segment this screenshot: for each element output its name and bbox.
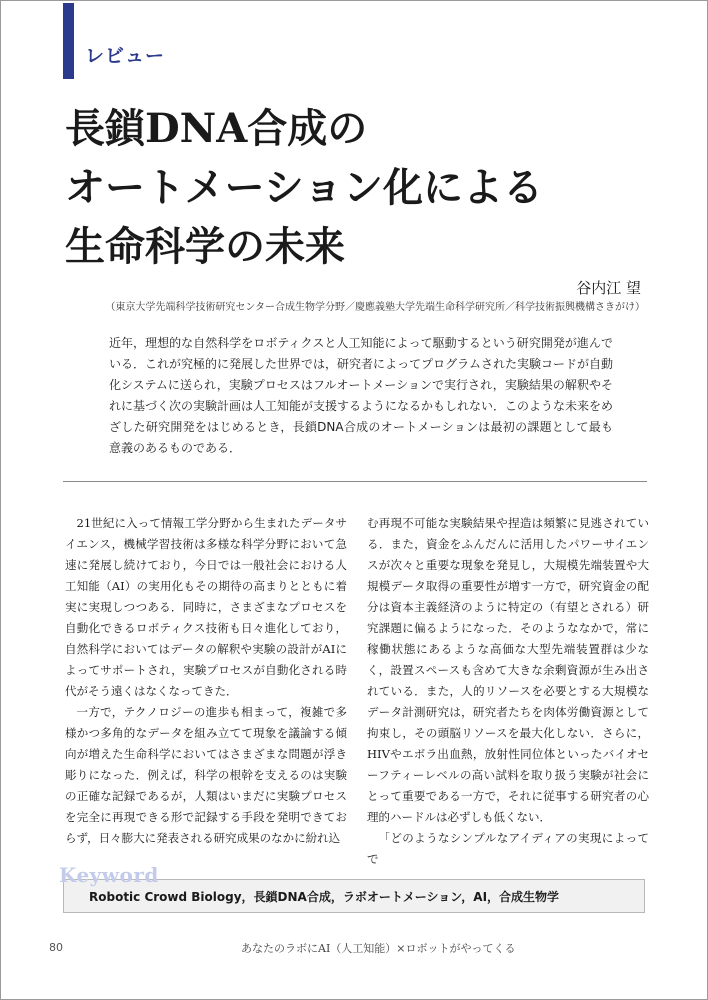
title-line: 生命科学の未来 <box>65 223 345 270</box>
keyword-label: Keyword <box>59 863 159 887</box>
body-column-left <box>65 513 347 843</box>
section-accent-bar <box>63 3 74 79</box>
body-paragraph: 「どのようなシンプルなアイディアの実現によってで <box>367 831 649 866</box>
body-column-right <box>367 513 649 866</box>
author-name: 谷内江 望 <box>576 279 641 297</box>
section-label: レビュー <box>85 45 166 67</box>
abstract-divider <box>63 481 647 482</box>
author-affiliation: （東京大学先端科学技術研究センター合成生物学分野／慶應義塾大学先端生命科学研究所／科学技術振興機構さきがけ） <box>105 302 645 313</box>
keyword-list: Robotic Crowd Biology，長鎖DNA合成，ラボオートメーション，AI，合成生物学 <box>89 890 560 904</box>
abstract: 近年，理想的な自然科学をロボティクスと人工知能によって駆動するという研究開発が進んでいる．これが究極的に発展した世界では，研究者によってプログラムされた実験コードが自動化システムに送られ，実験プロセスはフルオートメーションで実行され，実験結果の解釈やそれに基づく次の実験計画は人工知能が支援するようになるかもしれない．このような未来をめざした研究開発をはじめるとき，長鎖DNA合成のオートメーションは最初の課題として最も意義のあるものである． <box>109 336 614 455</box>
body-paragraph: 21世紀に入って情報工学分野から生まれたデータサイエンス，機械学習技術は多様な科学分野において急速に発展し続けており，今日では一般社会における人工知能（AI）の実用化もその期待の高まりとともに着実に実現しつつある．同時に，さまざまなプロセスを自動化できるロボティクス技術も日々進化しており，自然科学においてはデータの解釈や実験の設計がAIによってサポートされ，実験プロセスが自動化される時代がそう遠くはなくなってきた． <box>65 516 347 698</box>
title-line: 長鎖DNA合成の <box>65 105 368 152</box>
body-paragraph: 一方で，テクノロジーの進歩も相まって，複雑で多様かつ多角的なデータを組み立てて現象を議論する傾向が増えた生命科学においてはさまざまな問題が浮き彫りになった．例えば，科学の根幹を支えるのは実験の正確な記録であるが，人類はいまだに実験プロセスを完全に再現できる形で記録する手段を発明できておらず，日々膨大に発表される研究成果のなかに紛れ込 <box>65 705 347 845</box>
body-paragraph: む再現不可能な実験結果や捏造は頻繁に見逃されている．また，資金をふんだんに活用したパワーサイエンスが次々と重要な現象を発見し，大規模先端装置や大規模データ取得の重要性が増す一方で，研究資金の配分は資本主義経済のように特定の（有望とされる）研究課題に偏るようになった．そのようななかで，常に稼働状態にあるような高価な大型先端装置群は少なく，設置スペースも含めて大きな余剰資源が生み出されている．また，人的リソースを必要とする大規模なデータ計測研究は，研究者たちを肉体労働資源として拘束し，その頭脳リソースを最大化しない．さらに，HIVやエボラ出血熱，放射性同位体といったバイオセーフティーレベルの高い試料を取り扱う実験が社会にとって重要である一方で，それに従事する研究者の心理的ハードルは必ずしも低くない． <box>367 516 649 824</box>
page-number: 80 <box>49 941 63 954</box>
title-line: オートメーション化による <box>65 164 543 211</box>
running-footer: あなたのラボにAI（人工知能）×ロボットがやってくる <box>241 942 516 955</box>
article-title <box>65 99 665 276</box>
